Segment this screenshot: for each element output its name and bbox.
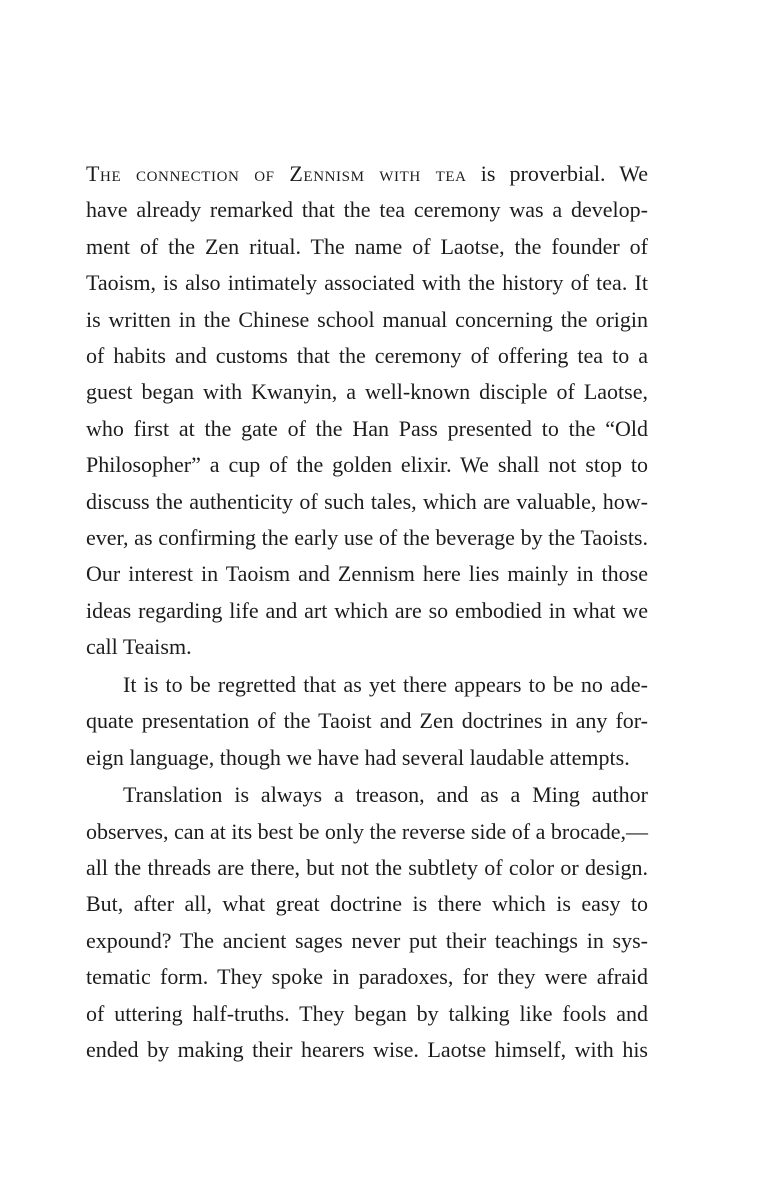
paragraph-1-line: call Teaism. (86, 634, 192, 660)
paragraph-1-line: Our interest in Taoism and Zennism here lies mainly in those (86, 561, 648, 587)
paragraph-1-line: ever, as confirming the early use of the beverage by the Taoists. (86, 524, 648, 550)
paragraph-1-line: ideas regarding life and art which are so embodied in what we (86, 597, 648, 623)
paragraph-1-line: have already remarked that the tea ceremony was a develop- (86, 197, 648, 223)
paragraph-3-line: Translation is always a treason, and as a Ming author (123, 782, 648, 808)
paragraph-2-line: eign language, though we have had several laudable attempts. (86, 744, 630, 770)
lead-small-caps: The connection of Zennism with tea (86, 161, 467, 186)
paragraph-2-line: It is to be regretted that as yet there appears to be no ade- (123, 671, 648, 697)
paragraph-3-line: expound? The ancient sages never put their teachings in sys- (86, 927, 648, 953)
paragraph-1-line: is written in the Chinese school manual concerning the origin (86, 306, 648, 332)
paragraph-3 (86, 777, 648, 1068)
paragraph-2-line: quate presentation of the Taoist and Zen doctrines in any for- (86, 708, 648, 734)
paragraph-2 (86, 667, 648, 776)
paragraph-1-line: of habits and customs that the ceremony of offering tea to a (86, 342, 648, 368)
paragraph-3-line: all the threads are there, but not the subtlety of color or design. (86, 855, 648, 881)
paragraph-3-line: tematic form. They spoke in paradoxes, for they were afraid (86, 964, 648, 990)
paragraph-1-line: Taoism, is also intimately associated with the history of tea. It (86, 270, 648, 296)
paragraph-3-line: observes, can at its best be only the reverse side of a brocade,— (86, 818, 649, 844)
body-text (86, 156, 648, 1068)
paragraph-1-line: discuss the authenticity of such tales, which are valuable, how- (86, 488, 648, 514)
paragraph-3-line: ended by making their hearers wise. Laotse himself, with his (86, 1036, 648, 1062)
paragraph-3-line: But, after all, what great doctrine is there which is easy to (86, 891, 648, 917)
paragraph-3-line: of uttering half-truths. They began by talking like fools and (86, 1000, 648, 1026)
paragraph-1 (86, 156, 648, 665)
paragraph-1-line-1 (86, 156, 648, 192)
paragraph-1-line: Philosopher” a cup of the golden elixir. We shall not stop to (86, 452, 648, 478)
paragraph-1-line: ment of the Zen ritual. The name of Laotse, the founder of (86, 233, 648, 259)
line-text: is proverbial. We (466, 161, 648, 186)
paragraph-1-line: who first at the gate of the Han Pass presented to the “Old (86, 415, 648, 441)
paragraph-1-line: guest began with Kwanyin, a well-known disciple of Laotse, (86, 379, 648, 405)
